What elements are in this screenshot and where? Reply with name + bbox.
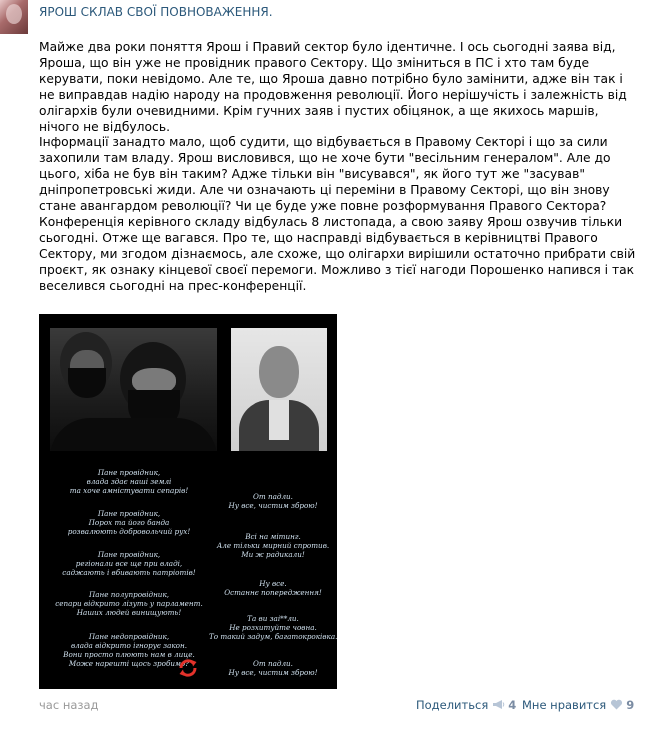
poster-caption-right: Ну все. Останнє попередження! <box>224 579 322 597</box>
share-button[interactable] <box>416 698 516 712</box>
poster-caption-right: От падли. Ну все, чистим зброю! <box>228 492 318 510</box>
share-label: Поделиться <box>416 698 489 712</box>
post-body <box>39 40 639 295</box>
poster-image[interactable] <box>39 314 337 689</box>
poster-caption-right: Всі на мітинг. Але тільки мирний спротив. Ми ж радикали! <box>216 532 330 559</box>
author-avatar[interactable] <box>0 0 28 34</box>
poster-caption-left: Пане провідник, влада здає наші землі та хоче амністувати сепарів! <box>69 468 189 495</box>
like-count: 9 <box>626 698 635 712</box>
masked-men-photo <box>50 328 217 451</box>
megaphone-icon <box>492 699 505 710</box>
red-circular-arrows-icon <box>177 657 199 679</box>
poster-caption-left: Пане недопровідник, влада відкрито ігнорує закон. Вони просто плюють нам в лице. Може нарешті щось зробимо? <box>63 632 195 668</box>
poster-caption-left: Пане провідник, регіонали все ще при владі, саджають і вбивають патріотів! <box>62 550 196 577</box>
post-paragraph: Майже два роки поняття Ярош і Правий сектор було ідентичне. І ось сьогодні заява від, Яроша, що він уже не провідник правого Сектору. Що зміниться в ПС і хто там буде керувати, поки невідомо. Але те, що Яроша давно потрібно було замінити, адже він так і не виправдав надію народу на продовження революції. Його нерішучість і залежність від олігархів були очевидними. Крім гучних заяв і пустих обіцянок, а ще якихось маршів, нічого не відбулось. <box>39 40 627 134</box>
like-label: Мне нравится <box>522 698 607 712</box>
leader-photo <box>231 328 327 451</box>
poster-caption-right: От падли. Ну все, чистим зброю! <box>228 659 318 677</box>
poster-caption-right: Та ви заі**ли. Не розхитуйте човна. То такий задум, багатокроківка. <box>209 614 338 641</box>
poster-caption-left: Пане полупровідник, сепари відкрито лізуть у парламент. Наших людей винищують! <box>55 590 203 617</box>
post-timestamp[interactable]: час назад <box>39 698 99 712</box>
post-title: ЯРОШ СКЛАВ СВОЇ ПОВНОВАЖЕННЯ. <box>39 5 273 19</box>
poster-caption-left: Пане провідник, Порох та його банда розвалюють добровольчий рух! <box>67 509 191 536</box>
like-button[interactable] <box>522 698 634 712</box>
heart-icon <box>610 699 623 710</box>
share-count: 4 <box>508 698 517 712</box>
post-paragraph: Інформації занадто мало, щоб судити, що відбувається в Правому Секторі і що за сили захопили там владу. Ярош висловився, що не хоче бути "весільним генералом". Але до цього, хіба не був він таким? Адже тільки він "висувався", як його тут же "засував" дніпропетровські жиди. Але чи означають ці переміни в Правому Секторі, що він знову стане авангардом революції? Чи це буде уже повне розформування Правого Сектора? Конференція керівного складу відбулась 8 листопада, а свою заяву Ярош озвучив тільки сьогодні. Отже ще вагався. Про те, що насправді відбувається в керівництві Правого Сектору, ми згодом дізнаємось, але схоже, що олігархи вирішили остаточно прибрати свій проєкт, як ознаку кінцевої своєї перемоги. Можливо з тієї нагоди Порошенко напився і так веселився сьогодні на прес-конференції. <box>39 135 636 293</box>
